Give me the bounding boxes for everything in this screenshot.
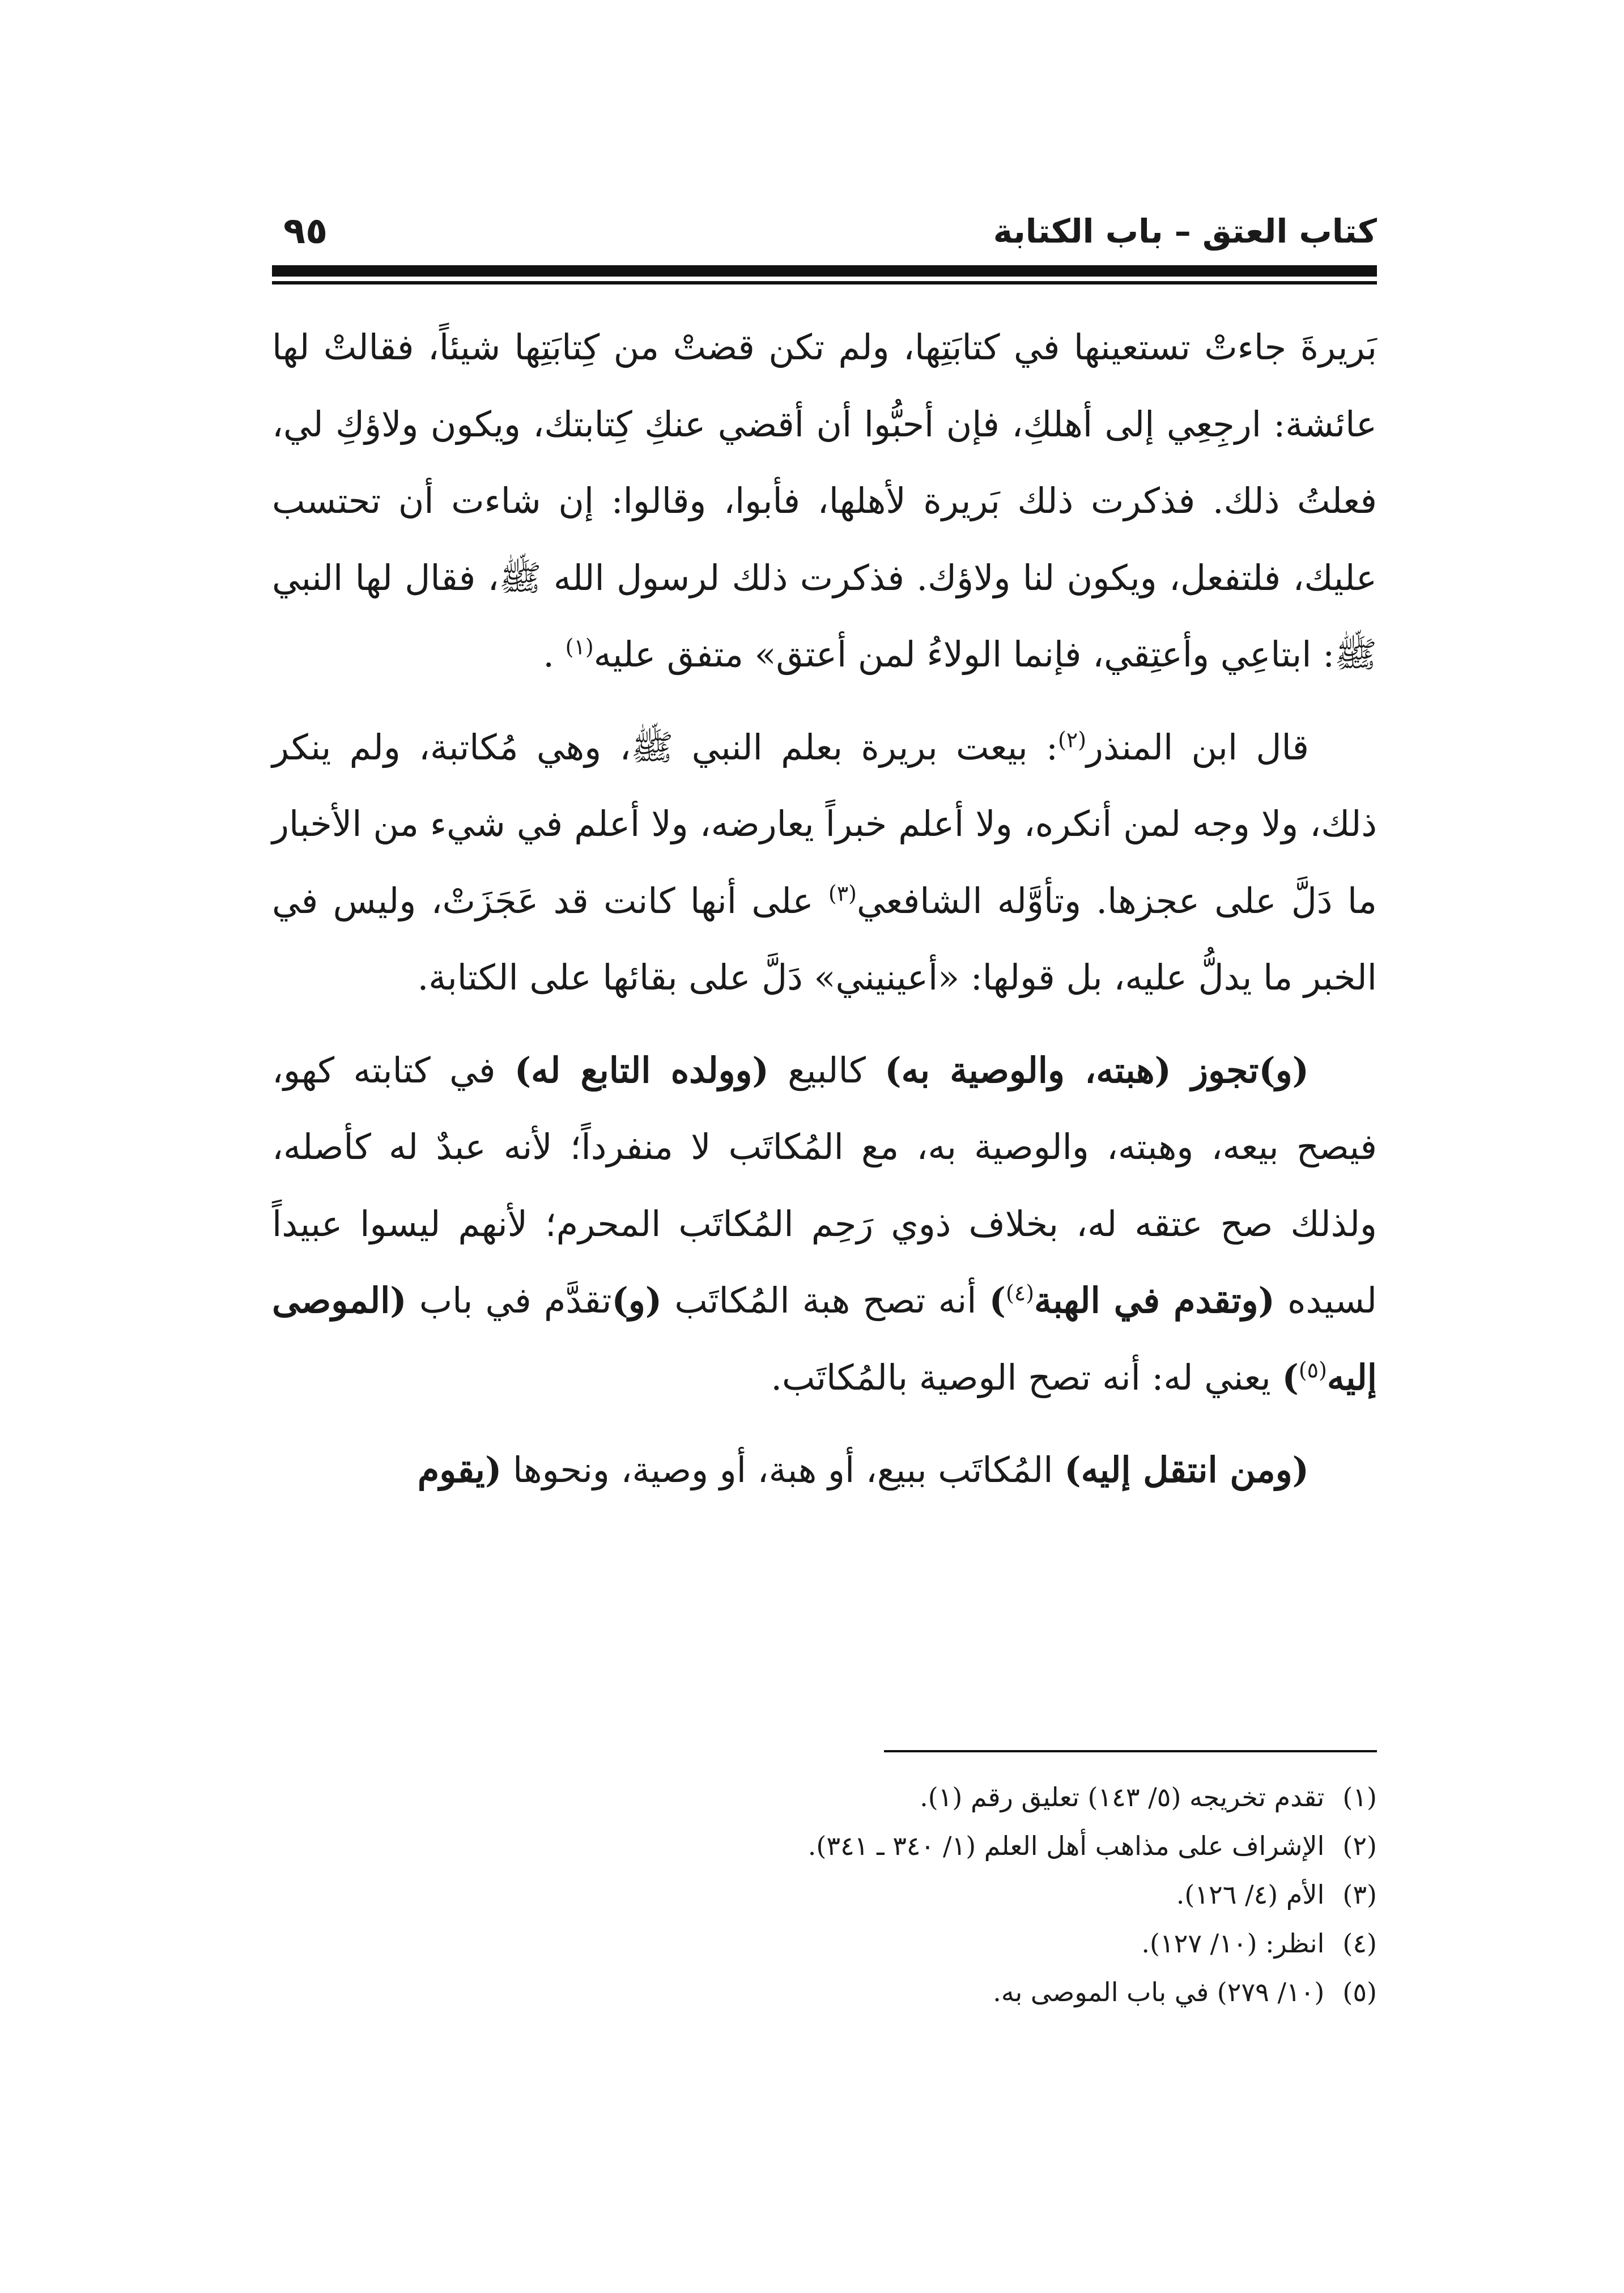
footnote-number: (٥): [1342, 1977, 1377, 2007]
text-run: (هبته، والوصية به): [885, 1049, 1171, 1091]
paragraph: [272, 309, 1377, 693]
footnote-ref: (٥): [1298, 1357, 1327, 1382]
footnote: [272, 1919, 1377, 1968]
text-run: تقدَّم في باب: [406, 1280, 612, 1321]
text-run: يعني له: أنه تصح الوصية بالمُكاتَب.: [771, 1356, 1282, 1398]
text-run: على أنها كانت قد عَجَزَتْ، وليس في الخبر ما يدلُّ عليه، بل قولها: «أعينيني» دَلَّ على بقائها على الكتابة.: [272, 880, 1377, 998]
footnote-number: (١): [1342, 1782, 1377, 1812]
footnote-number: (٤): [1342, 1928, 1377, 1959]
footnote-ref: (١): [565, 634, 594, 660]
paragraph: [272, 709, 1377, 1016]
footnote: [272, 1773, 1377, 1821]
footnote-text: انظر: (١٠/ ١٢٧).: [1141, 1928, 1325, 1959]
footnote: [272, 1968, 1377, 2016]
footnote-number: (٣): [1342, 1879, 1377, 1910]
text-run: في كتابته كهو، فيصح بيعه، وهبته، والوصية به، مع المُكاتَب لا منفرداً؛ لأنه عبدٌ له كأصله، ولذلك صح عتقه له، بخلاف ذوي رَحِم المُكاتَب المحرم؛ لأنهم ليسوا عبيداً لسيده: [272, 1049, 1377, 1321]
text-run: (وتقدم في الهبة: [1034, 1280, 1275, 1321]
text-run: : بيعت بريرة بعلم النبي ﷺ، وهي مُكاتبة، ولم ينكر ذلك، ولا وجه لمن أنكره، ولا أعلم خبراً يعارضه، ولا أعلم في شيء من الأخبار ما دَلَّ على عجزها. وتأوَّله الشافعي: [272, 726, 1378, 922]
paragraph: [272, 1032, 1377, 1416]
paragraph: [272, 1432, 1377, 1509]
text-run: (يقوم: [417, 1449, 502, 1491]
text-run: (وولده التابع له): [514, 1049, 769, 1091]
header-rule-thick: [272, 265, 1377, 277]
text-run: ): [1282, 1356, 1299, 1398]
footnote-ref: (٣): [828, 880, 857, 906]
text-run: ): [989, 1280, 1006, 1321]
text-run: المُكاتَب ببيع، أو هبة، أو وصية، ونحوها: [501, 1449, 1065, 1491]
footnote-text: الأم (٤/ ١٢٦).: [1176, 1879, 1325, 1910]
footnote-text: تقدم تخريجه (٥/ ١٤٣) تعليق رقم (١).: [920, 1782, 1325, 1812]
text-run: .: [543, 634, 566, 675]
footnote-text: (١٠/ ٢٧٩) في باب الموصى به.: [993, 1977, 1325, 2007]
text-run: (و): [611, 1280, 662, 1321]
text-run: قال ابن المنذر: [1086, 726, 1309, 768]
footnote-separator: [884, 1750, 1377, 1752]
text-run: (ومن انتقل إليه): [1064, 1449, 1309, 1491]
text-run: كالبيع: [768, 1049, 885, 1091]
text-run: (الموصى إليه: [272, 1280, 1377, 1398]
footnote-text: الإشراف على مذاهب أهل العلم (١/ ٣٤٠ ـ ٣٤١).: [807, 1831, 1325, 1861]
chapter-title: كتاب العتق – باب الكتابة: [993, 212, 1377, 250]
footnote-number: (٢): [1342, 1831, 1377, 1861]
footnote-ref: (٢): [1057, 727, 1087, 752]
text-run: بَريرةَ جاءتْ تستعينها في كتابَتِها، ولم تكن قضتْ من كِتابَتِها شيئاً، فقالتْ لها عائشة: ارجِعِي إلى أهلكِ، فإن أحبُّوا أن أقضي عنكِ كِتابتك، ويكون ولاؤكِ لي، فعلتُ ذلك. فذكرت ذلك بَريرة لأهلها، فأبوا، وقالوا: إن شاءت أن تحتسب عليك، فلتفعل، ويكون لنا ولاؤك. فذكرت ذلك لرسول الله ﷺ، فقال لها النبي ﷺ: ابتاعِي وأعتِقي، فإنما الولاءُ لمن أعتق» متفق عليه: [272, 326, 1377, 675]
page-number: ٩٥: [283, 210, 328, 252]
footnote: [272, 1821, 1377, 1870]
footnotes: [272, 1773, 1377, 2016]
text-run: أنه تصح هبة المُكاتَب: [662, 1280, 989, 1321]
running-header: [272, 198, 1377, 261]
header-rule-thin: [272, 281, 1377, 284]
footnote: [272, 1870, 1377, 1919]
footnote-ref: (٤): [1005, 1280, 1035, 1306]
main-text: [272, 309, 1377, 1509]
text-run: (و)تجوز: [1171, 1049, 1309, 1091]
